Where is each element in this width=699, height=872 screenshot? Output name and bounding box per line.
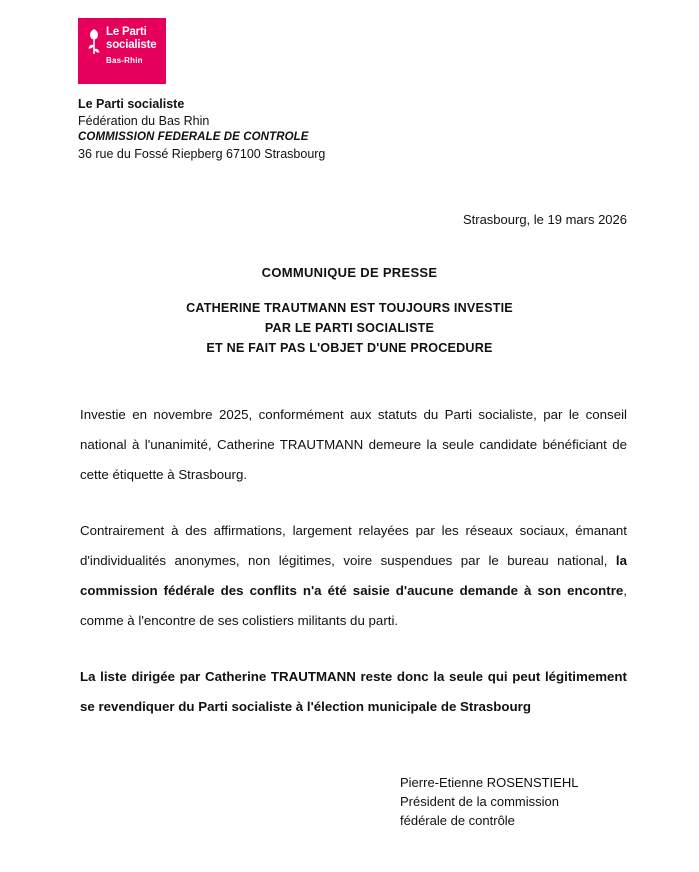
logo-inner xyxy=(86,26,160,76)
rose-fist-logo-icon xyxy=(86,28,102,62)
logo-subtitle: Bas-Rhin xyxy=(106,56,143,65)
title-subheading-line-2: PAR LE PARTI SOCIALISTE xyxy=(264,321,435,335)
federation-name: Fédération du Bas Rhin xyxy=(78,113,210,128)
logo-text-line2: socialiste xyxy=(106,38,157,51)
paragraph-2-text-before: Contrairement à des affirmations, largement relayées par les réseaux sociaux, émanant d'individualités anonymes, non légitimes, voire suspendues par le bureau national, xyxy=(80,523,627,568)
logo-text xyxy=(106,26,156,51)
paragraph-2-text-after: , comme à l'encontre de ses colistiers militants du parti. xyxy=(80,583,627,628)
paragraph-3: La liste dirigée par Catherine TRAUTMANN reste donc la seule qui peut légitimement se revendiquer du Parti socialiste à l'élection municipale de Strasbourg xyxy=(80,669,627,714)
body-text xyxy=(80,400,627,748)
paragraph-2 xyxy=(80,516,627,636)
title-subheading xyxy=(0,298,699,358)
organisation-block xyxy=(78,96,638,162)
title-subheading-line-1: CATHERINE TRAUTMANN EST TOUJOURS INVESTIE xyxy=(186,301,513,315)
date-line: Strasbourg, le 19 mars 2026 xyxy=(462,212,627,227)
page-title: COMMUNIQUE DE PRESSE xyxy=(261,265,438,280)
signatory-name: Pierre-Etienne ROSENSTIEHL xyxy=(400,775,579,790)
title-subheading-line-3: ET NE FAIT PAS L'OBJET D'UNE PROCEDURE xyxy=(206,341,493,355)
postal-address: 36 rue du Fossé Riepberg 67100 Strasbourg xyxy=(78,146,326,161)
paragraph-1: Investie en novembre 2025, conformément aux statuts du Parti socialiste, par le conseil national à l'unanimité, Catherine TRAUTMANN demeure la seule candidate bénéficiant de cette étiquette à Strasbourg. xyxy=(80,407,627,482)
logo-text-line1: Le Parti xyxy=(106,26,147,38)
title-block xyxy=(0,265,699,358)
party-logo xyxy=(78,18,166,84)
letterhead xyxy=(78,18,638,162)
organisation-name: Le Parti socialiste xyxy=(78,97,185,111)
paragraph-2-emphasis: la commission fédérale des conflits n'a été saisie d'aucune demande à son encontre xyxy=(80,553,627,598)
signatory-role-line-2: fédérale de contrôle xyxy=(400,813,515,828)
signature-block xyxy=(400,773,578,830)
signatory-role-line-1: Président de la commission xyxy=(400,794,559,809)
commission-name: COMMISSION FEDERALE DE CONTROLE xyxy=(78,131,309,143)
